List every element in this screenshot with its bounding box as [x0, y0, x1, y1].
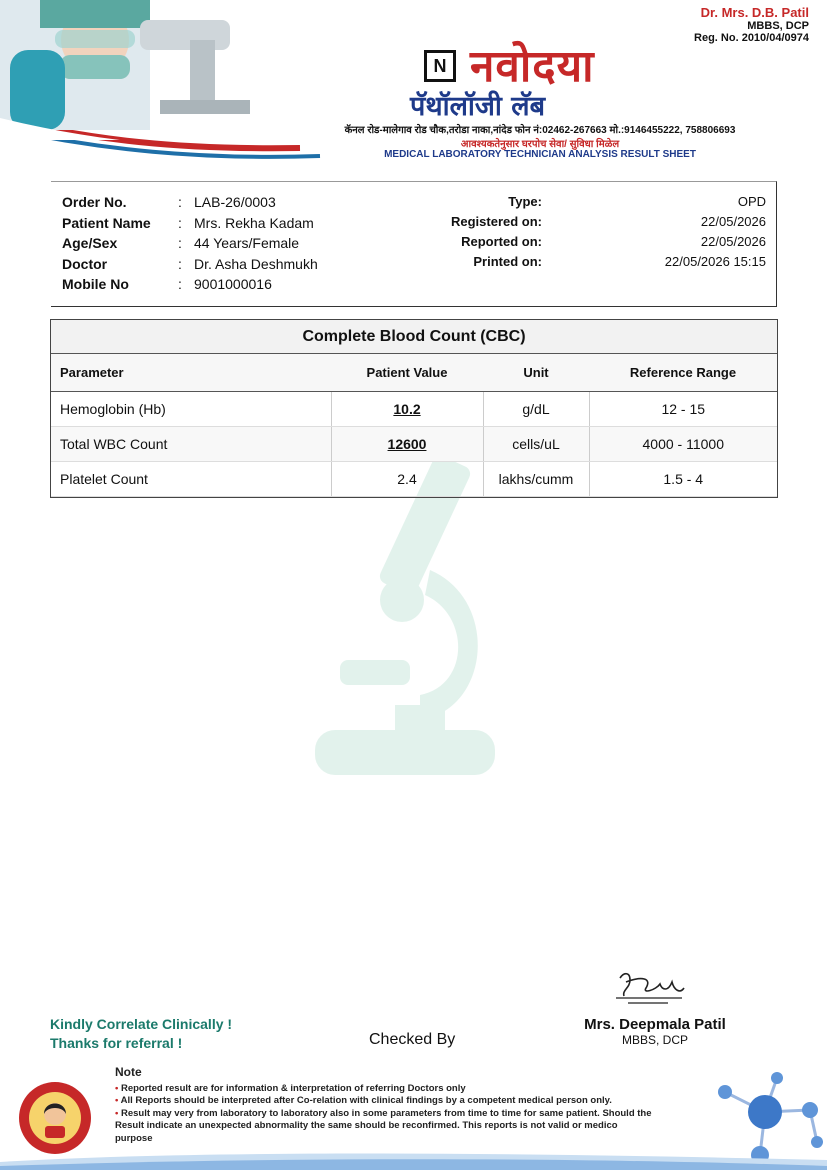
results-table — [50, 319, 778, 498]
report-meta-labels — [420, 192, 542, 272]
signer-qualification: MBBS, DCP — [621, 1033, 688, 1047]
signature-icon — [612, 968, 692, 1006]
table-row — [51, 427, 777, 462]
range-cell: 12 - 15 — [589, 392, 777, 427]
parameter-cell: Total WBC Count — [51, 427, 331, 462]
signatory — [560, 1016, 750, 1047]
type-label: Type: — [508, 194, 542, 209]
referring-doctor: Dr. Asha Deshmukh — [194, 255, 318, 272]
closing-remarks — [50, 1015, 232, 1053]
col-reference-range: Reference Range — [589, 354, 777, 392]
address-line: कॅनल रोड-मालेगाव रोड चौक,तरोडा नाका,नांदेड फोन नं:02462-267663 मो.:9146455222, 758806693 — [344, 125, 736, 136]
col-unit: Unit — [483, 354, 589, 392]
lab-photo-icon — [0, 0, 290, 140]
unit-cell: lakhs/cumm — [483, 462, 589, 497]
value-cell: 12600 — [331, 427, 483, 462]
doctor-qualification: MBBS, DCP — [747, 20, 809, 32]
reported-label: Reported on: — [461, 234, 542, 249]
registered-date: 22/05/2026 — [700, 214, 766, 229]
registered-label: Registered on: — [450, 214, 542, 229]
unit-cell: cells/uL — [483, 427, 589, 462]
registration-number: Reg. No. 2010/04/0974 — [694, 32, 809, 44]
doctor-label: Doctor — [62, 255, 108, 272]
printed-date: 22/05/2026 15:15 — [664, 254, 766, 269]
value-cell: 10.2 — [331, 392, 483, 427]
unit-cell: g/dL — [483, 392, 589, 427]
order-number: LAB-26/0003 — [194, 194, 276, 210]
range-cell: 1.5 - 4 — [589, 462, 777, 497]
age-sex: 44 Years/Female — [194, 235, 300, 251]
note-item: • Result may very from laboratory to laboratory also in some parameters from time to time for same patient. Should the Result indicate an unexpected abnormality the same should be reconfirmed. This reports is not valid or medico purpose — [115, 1107, 652, 1144]
col-parameter: Parameter — [51, 354, 331, 392]
visit-type: OPD — [737, 194, 766, 209]
logo-letter: N — [424, 50, 456, 82]
reported-date: 22/05/2026 — [700, 234, 766, 249]
seal-icon — [17, 1080, 93, 1156]
brand-name: नवोदया — [470, 41, 595, 92]
col-patient-value: Patient Value — [331, 354, 483, 392]
microscope-watermark-icon — [310, 450, 500, 780]
report-notes — [115, 1066, 675, 1145]
report-meta-values — [600, 192, 766, 272]
mobile-label: Mobile No — [62, 276, 129, 292]
patient-name-label: Patient Name — [62, 214, 151, 231]
checked-by: Checked By — [369, 1031, 456, 1048]
note-item: • All Reports should be interpreted after Co-relation with clinical findings by a competent medical person only. — [115, 1095, 612, 1106]
test-title: Complete Blood Count (CBC) — [51, 320, 777, 354]
age-sex-label: Age/Sex — [62, 235, 118, 251]
table-row — [51, 462, 777, 497]
range-cell: 4000 - 11000 — [589, 427, 777, 462]
note-item: • Reported result are for information & interpretation of referring Doctors only — [115, 1082, 466, 1094]
service-tagline: आवश्यकतेनुसार घरपोच सेवा/ सुविधा मिळेल — [460, 139, 620, 150]
mobile-number: 9001000016 — [194, 276, 272, 292]
thanks-text: Thanks for referral ! — [50, 1035, 183, 1051]
printed-label: Printed on: — [473, 254, 542, 269]
brand-subtitle: पॅथॉलॉजी लॅब — [410, 91, 546, 122]
footer-band — [0, 1150, 827, 1170]
doctor-credentials — [694, 5, 809, 44]
signer-name: Mrs. Deepmala Patil — [584, 1016, 726, 1033]
patient-details: Order No. : LAB-26/0003 Patient Name : Mrs. Rekha Kadam Age/Sex : 44 Years/Female Doctor : Dr. Asha Deshmukh Mobile No : 9001000016 — [62, 192, 318, 295]
note-title: Note — [115, 1065, 142, 1079]
value-cell: 2.4 — [331, 462, 483, 497]
correlate-text: Kindly Correlate Clinically ! — [50, 1016, 233, 1032]
sheet-title: MEDICAL LABORATORY TECHNICIAN ANALYSIS RESULT SHEET — [384, 149, 696, 160]
table-row — [51, 392, 777, 427]
order-label: Order No. — [62, 194, 127, 210]
parameter-cell: Platelet Count — [51, 462, 331, 497]
doctor-name: Dr. Mrs. D.B. Patil — [700, 5, 809, 20]
patient-name: Mrs. Rekha Kadam — [194, 214, 314, 231]
parameter-cell: Hemoglobin (Hb) — [51, 392, 331, 427]
